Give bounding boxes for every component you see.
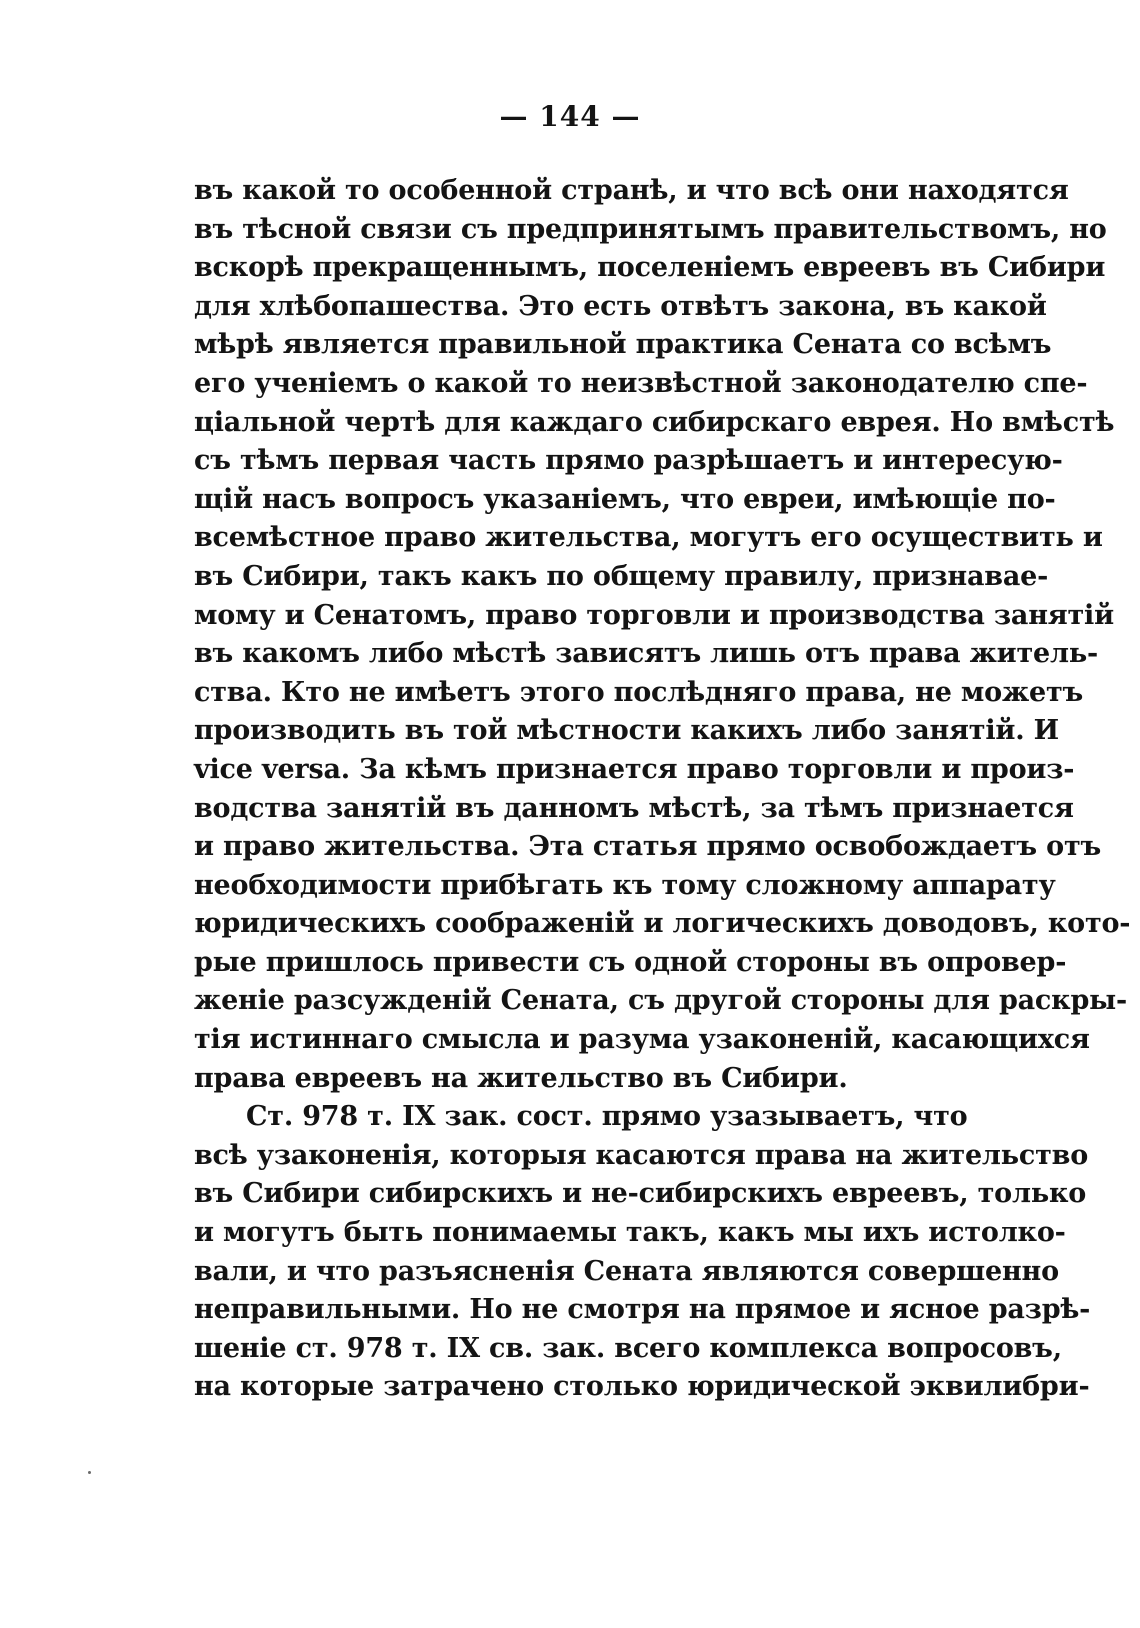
text-line: ства. Кто не имѣетъ этого послѣдняго права, не можетъ <box>194 676 1084 708</box>
text-line: вскорѣ прекращеннымъ, поселеніемъ евреевъ въ Сибири <box>194 252 1106 284</box>
text-line: для хлѣбопашества. Это есть отвѣтъ закона, въ какой <box>194 290 1047 322</box>
text-line: шеніе ст. 978 т. IX св. зак. всего комплекса вопросовъ, <box>194 1332 1062 1364</box>
text-line: съ тѣмъ первая часть прямо разрѣшаетъ и интересую- <box>194 445 1063 477</box>
text-line: ціальной чертѣ для каждаго сибирскаго еврея. Но вмѣстѣ <box>194 406 1115 438</box>
text-line: всемѣстное право жительства, могутъ его осуществить и <box>194 522 1103 554</box>
scan-speck <box>88 1471 91 1474</box>
page-number: — 144 — <box>499 100 641 133</box>
paragraph-start-line: Ст. 978 т. IX зак. сост. прямо узазываетъ, что <box>246 1101 968 1133</box>
text-line: тія истиннаго смысла и разума узаконеній, касающихся <box>194 1024 1090 1056</box>
text-line: его ученіемъ о какой то неизвѣстной законодателю спе- <box>194 367 1088 399</box>
text-line: въ Сибири сибирскихъ и не-сибирскихъ евреевъ, только <box>194 1178 1087 1210</box>
text-line: неправильными. Но не смотря на прямое и ясное разрѣ- <box>194 1294 1091 1326</box>
text-line: юридическихъ соображеній и логическихъ доводовъ, кото- <box>194 908 1131 940</box>
text-line: необходимости прибѣгать къ тому сложному аппарату <box>194 869 1056 901</box>
text-line: женіе разсужденій Сената, съ другой стороны для раскры- <box>194 985 1128 1017</box>
text-line: въ какомъ либо мѣстѣ зависятъ лишь отъ права житель- <box>194 638 1098 670</box>
text-line: рые пришлось привести съ одной стороны въ опровер- <box>194 946 1067 978</box>
text-line: въ какой то особенной странѣ, и что всѣ они находятся <box>194 175 1069 206</box>
body-text <box>194 172 1131 1407</box>
text-line: щій насъ вопросъ указаніемъ, что евреи, имѣющіе по- <box>194 483 1056 515</box>
text-line: мѣрѣ является правильной практика Сената со всѣмъ <box>194 329 1052 361</box>
text-line: всѣ узаконенія, которыя касаются права на жительство <box>194 1139 1089 1171</box>
text-line: и могутъ быть понимаемы такъ, какъ мы ихъ истолко- <box>194 1217 1066 1249</box>
text-line: на которые затрачено столько юридической эквилибри- <box>194 1371 1090 1403</box>
text-line: въ тѣсной связи съ предпринятымъ правительствомъ, но <box>194 213 1107 245</box>
text-line: и право жительства. Эта статья прямо освобождаетъ отъ <box>194 831 1101 863</box>
text-line: мому и Сенатомъ, право торговли и производства занятій <box>194 599 1114 631</box>
text-line: водства занятій въ данномъ мѣстѣ, за тѣмъ признается <box>194 792 1074 824</box>
text-line: въ Сибири, такъ какъ по общему правилу, признавае- <box>194 560 1049 592</box>
text-line: производить въ той мѣстности какихъ либо занятій. И <box>194 715 1059 747</box>
text-line: vice versa. За кѣмъ признается право торговли и произ- <box>194 753 1075 785</box>
paragraph-end-line: права евреевъ на жительство въ Сибири. <box>194 1062 848 1094</box>
text-line: вали, и что разъясненія Сената являются совершенно <box>194 1255 1059 1287</box>
